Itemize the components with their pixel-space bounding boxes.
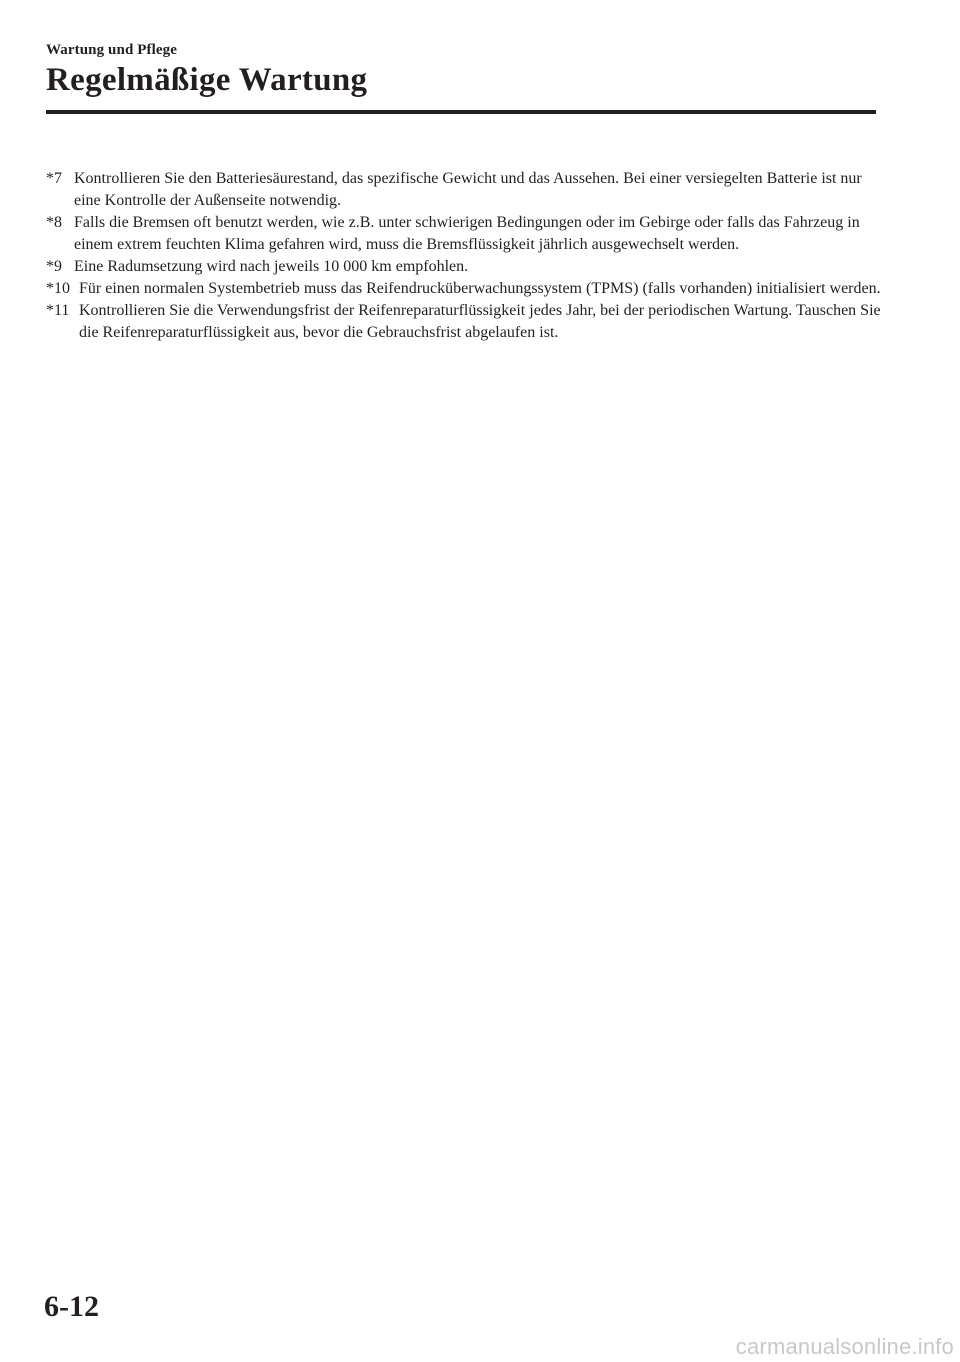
page-number: 6-12 [44,1290,99,1323]
footnote-text: Falls die Bremsen oft benutzt werden, wie z.B. unter schwierigen Bedingungen oder im Gebirge oder falls das Fahrzeug in einem extrem feuchten Klima gefahren wird, muss die Bremsflüssigkeit jährlich ausgewechselt werden. [74,214,860,253]
footnote-text: Eine Radumsetzung wird nach jeweils 10 000 km empfohlen. [74,258,469,275]
footnote-text: Für einen normalen Systembetrieb muss das Reifendrucküberwachungssystem (TPMS) (falls vorhanden) initialisiert werden. [79,280,881,297]
footnote-text: Kontrollieren Sie die Verwendungsfrist der Reifenreparaturflüssigkeit jedes Jahr, bei der periodischen Wartung. Tauschen Sie die Reifenreparaturflüssigkeit aus, bevor die Gebrauchsfrist abgelaufen ist. [79,302,881,341]
footnote-item [46,256,886,278]
footnote-marker: *7 [46,170,62,187]
watermark: carmanualsonline.info [735,1334,954,1359]
section-label: Wartung und Pflege [46,42,177,58]
footnote-item [46,278,886,300]
footnote-marker: *10 [46,280,70,297]
page-title: Regelmäßige Wartung [46,62,368,98]
footnote-marker: *9 [46,258,62,275]
footnote-item [46,300,886,344]
footnote-item [46,168,886,212]
footnote-marker: *8 [46,214,62,231]
footnote-text: Kontrollieren Sie den Batteriesäurestand, das spezifische Gewicht und das Aussehen. Bei einer versiegelten Batterie ist nur eine Kontrolle der Außenseite notwendig. [74,170,862,209]
footnote-marker: *11 [46,302,70,319]
footnote-list [46,168,886,344]
title-divider [46,110,876,114]
footnote-item [46,212,886,256]
